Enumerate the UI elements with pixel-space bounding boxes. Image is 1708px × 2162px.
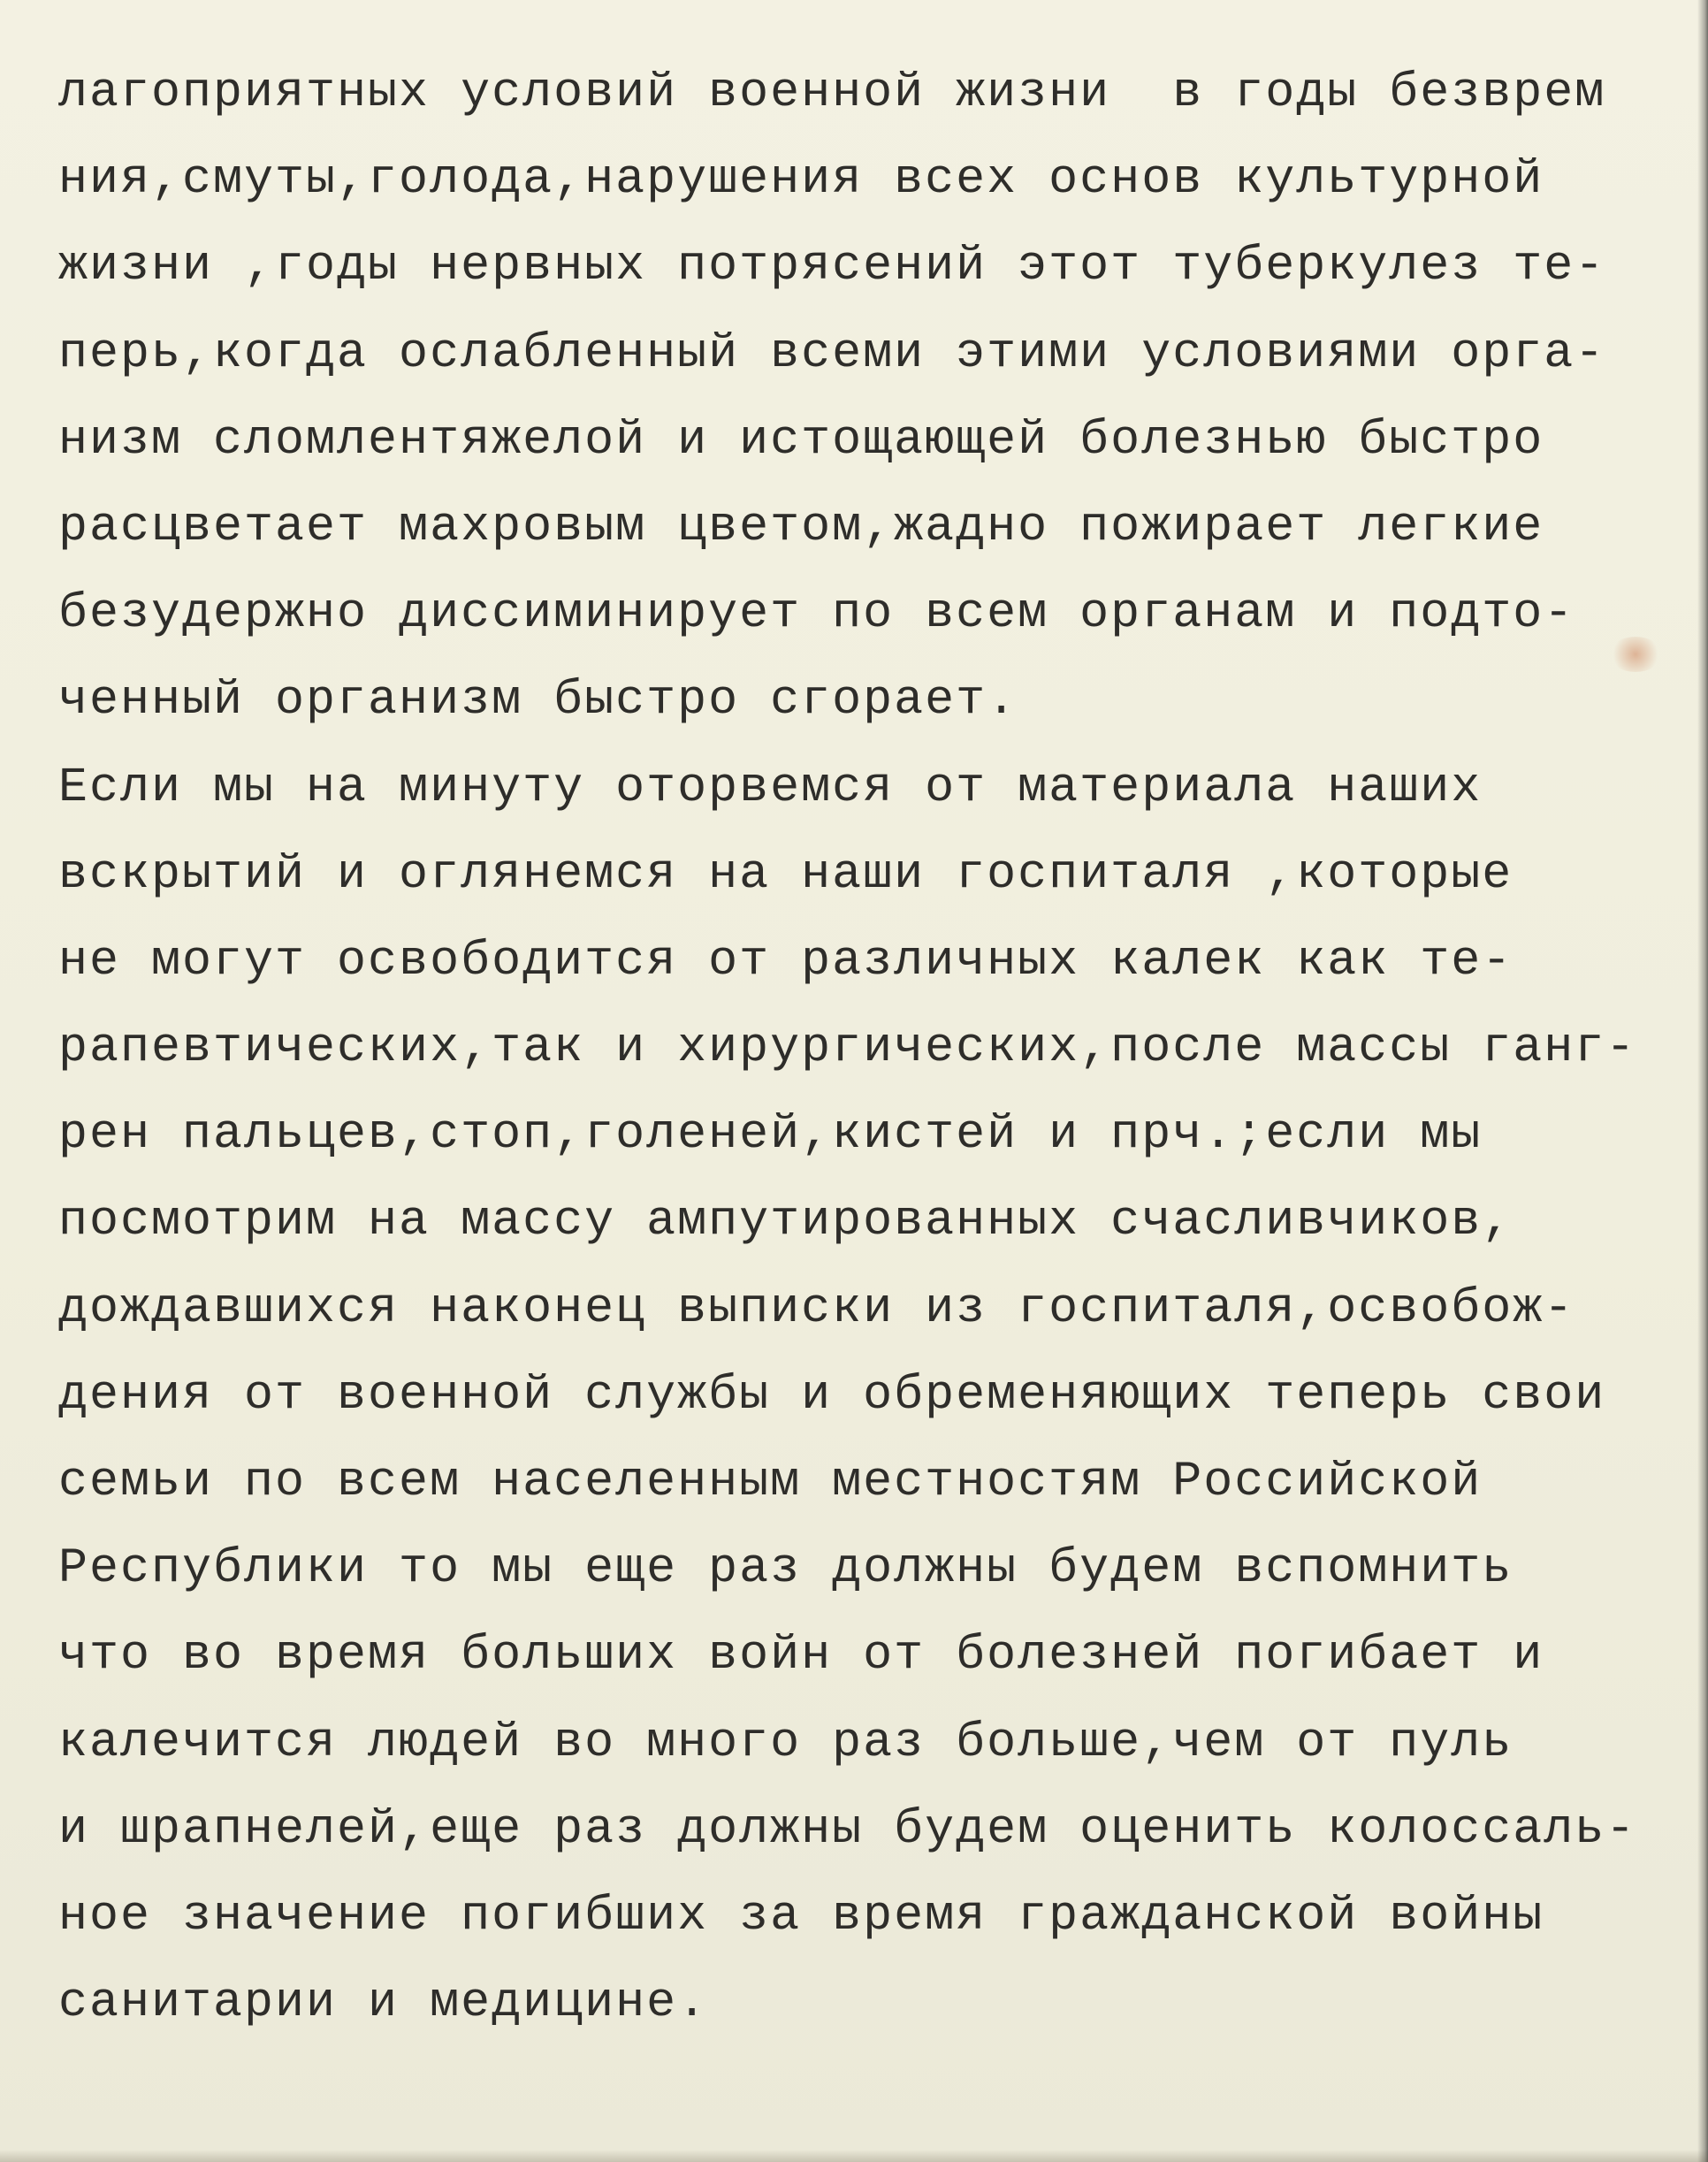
text-line: ное значение погибших за время гражданской войны xyxy=(58,1887,1544,1944)
text-line: рапевтических,так и хирургических,после массы ганг- xyxy=(58,1020,1637,1076)
text-line: вскрытий и оглянемся на наши госпиталя ,которые xyxy=(58,845,1514,902)
text-line: и шрапнелей,еще раз должны будем оценить колоссаль- xyxy=(58,1800,1637,1857)
text-line: ния,смуты,голода,нарушения всех основ культурной xyxy=(58,151,1544,208)
text-line: Если мы на минуту оторвемся от материала наших xyxy=(58,759,1483,815)
page-edge-shadow xyxy=(1697,0,1708,2162)
typewritten-text-block xyxy=(58,50,1676,2046)
text-line: Республики то мы еще раз должны будем вспомнить xyxy=(58,1540,1514,1597)
text-line: санитарии и медицине. xyxy=(58,1975,709,2031)
text-line: ченный организм быстро сгорает. xyxy=(58,672,1018,729)
text-line: не могут освободится от различных калек как те- xyxy=(58,932,1514,989)
page-bottom-edge xyxy=(0,2150,1708,2162)
text-line: перь,когда ослабленный всеми этими условиями орга- xyxy=(58,325,1606,381)
text-line: семьи по всем населенным местностям Российской xyxy=(58,1454,1483,1509)
text-line: безудержно диссиминирует по всем органам и подто- xyxy=(58,585,1575,642)
text-line: посмотрим на массу ампутированных счасливчиков, xyxy=(58,1193,1514,1249)
text-line: калечится людей во много раз больше,чем от пуль xyxy=(58,1714,1514,1770)
text-line: рен пальцев,стоп,голеней,кистей и прч.;если мы xyxy=(58,1106,1483,1163)
text-line: низм сломлентяжелой и истощающей болезнью быстро xyxy=(58,411,1544,468)
text-line: дождавшихся наконец выписки из госпиталя,освобож- xyxy=(58,1280,1575,1336)
text-line: дения от военной службы и обременяющих теперь свои xyxy=(58,1366,1606,1423)
text-line: лагоприятных условий военной жизни в годы безврем xyxy=(58,65,1606,120)
text-line: что во время больших войн от болезней погибает и xyxy=(58,1627,1544,1684)
text-line: расцветает махровым цветом,жадно пожирает легкие xyxy=(58,498,1544,554)
text-line: жизни ,годы нервных потрясений этот туберкулез те- xyxy=(58,238,1606,294)
